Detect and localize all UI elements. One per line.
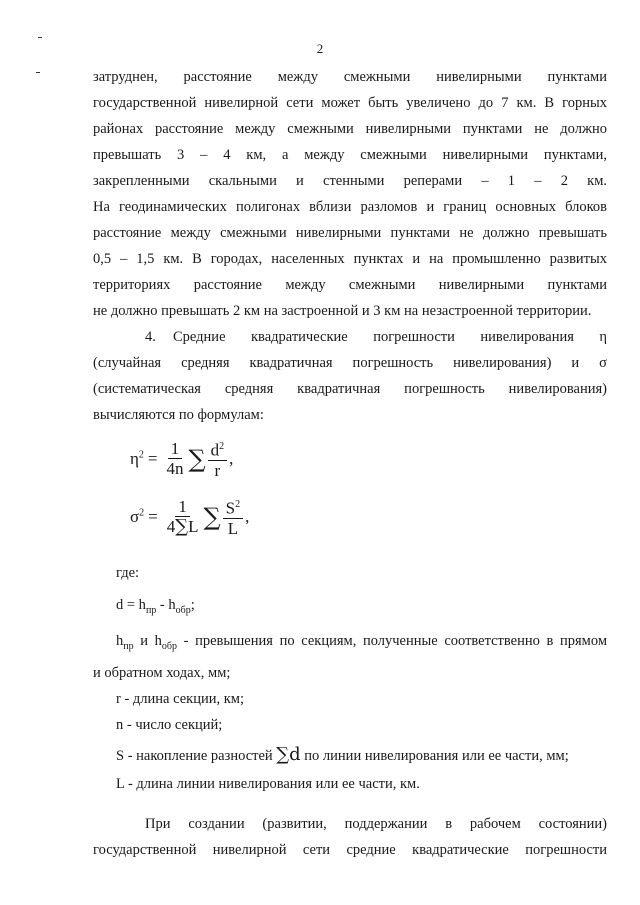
item-number: 4. <box>145 329 156 345</box>
formula-lhs: $\sigma^2$ <box>130 507 145 527</box>
formula-sigma <box>130 496 249 539</box>
page-number: 2 <box>316 41 324 56</box>
coefficient-fraction: $\frac{1}{4n}$ <box>166 438 184 478</box>
text-line: На геодинамических полигонах вблизи разломов и границ основных блоков <box>93 199 607 215</box>
term-fraction: $\frac{d^2}{r}$ <box>208 438 228 481</box>
text-line: 0,5 – 1,5 км. В городах, населенных пунктах и на промышленно развитых <box>93 251 607 267</box>
equals-sign: = <box>148 507 158 527</box>
text-line: территориях расстояние между смежными нивелирными пунктами <box>93 277 607 293</box>
item-4-line: (систематическая средняя квадратичная погрешность нивелирования) <box>93 381 607 397</box>
text-line: не должно превышать 2 км на застроенной и 3 км на незастроенной территории. <box>93 303 592 319</box>
paragraph-continuation <box>93 64 607 428</box>
text-line: превышать 3 – 4 км, а между смежными нивелирными пунктами, <box>93 147 607 163</box>
where-label: где: <box>116 565 140 581</box>
text-line: расстояние между смежными нивелирными пунктами не должно превышать <box>93 225 607 241</box>
text-line: закрепленными скальными и стенными реперами – 1 – 2 км. <box>93 173 607 189</box>
coefficient-fraction: $\frac{1}{4\sum L}$ <box>166 496 199 537</box>
item-4-line: вычисляются по формулам: <box>93 407 264 423</box>
l-definition: L - длина линии нивелирования или ее части, км. <box>116 775 420 792</box>
definitions <box>93 560 607 863</box>
n-definition: n - число секций; <box>116 716 223 733</box>
final-paragraph-line: государственной нивелирной сети средние квадратические погрешности <box>93 841 607 858</box>
d-definition: $d = h_{пр} - h_{обр}$; <box>116 597 195 616</box>
final-paragraph-line: При создании (развитии, поддержании в рабочем состоянии) <box>145 815 607 832</box>
item-4-line: (случайная средняя квадратичная погрешность нивелирования) и σ <box>93 355 607 371</box>
formula-lhs: $\eta^2$ <box>130 449 144 469</box>
h-definition-cont: и обратном ходах, мм; <box>93 664 231 681</box>
text-line: затруднен, расстояние между смежными нивелирными пунктами <box>93 69 607 85</box>
text-line: районах расстояние между смежными нивелирными пунктами не должно <box>93 121 607 137</box>
sum-symbol: ∑ <box>188 445 206 474</box>
h-definition: $h_{пр}$ и $h_{обр}$ - превышения по секциям, полученные соответственно в прямом <box>116 632 607 652</box>
formula-comma: , <box>229 449 234 469</box>
formula-eta <box>130 438 233 481</box>
formula-comma: , <box>245 507 250 527</box>
text-line: государственной нивелирной сети может быть увеличено до 7 км. В горных <box>93 95 607 111</box>
term-fraction: $\frac{S^2}{L}$ <box>223 496 243 539</box>
sum-symbol: ∑ <box>203 503 221 532</box>
item-4-text: Средние квадратические погрешности нивелирования η <box>173 329 607 345</box>
s-definition: S - накопление разностей ∑d по линии нивелирования или ее части, мм; <box>116 743 569 765</box>
scan-mark <box>36 72 40 73</box>
scan-mark <box>38 37 42 38</box>
equals-sign: = <box>147 449 158 469</box>
r-definition: r - длина секции, км; <box>116 690 244 707</box>
item-4-line <box>93 324 607 350</box>
